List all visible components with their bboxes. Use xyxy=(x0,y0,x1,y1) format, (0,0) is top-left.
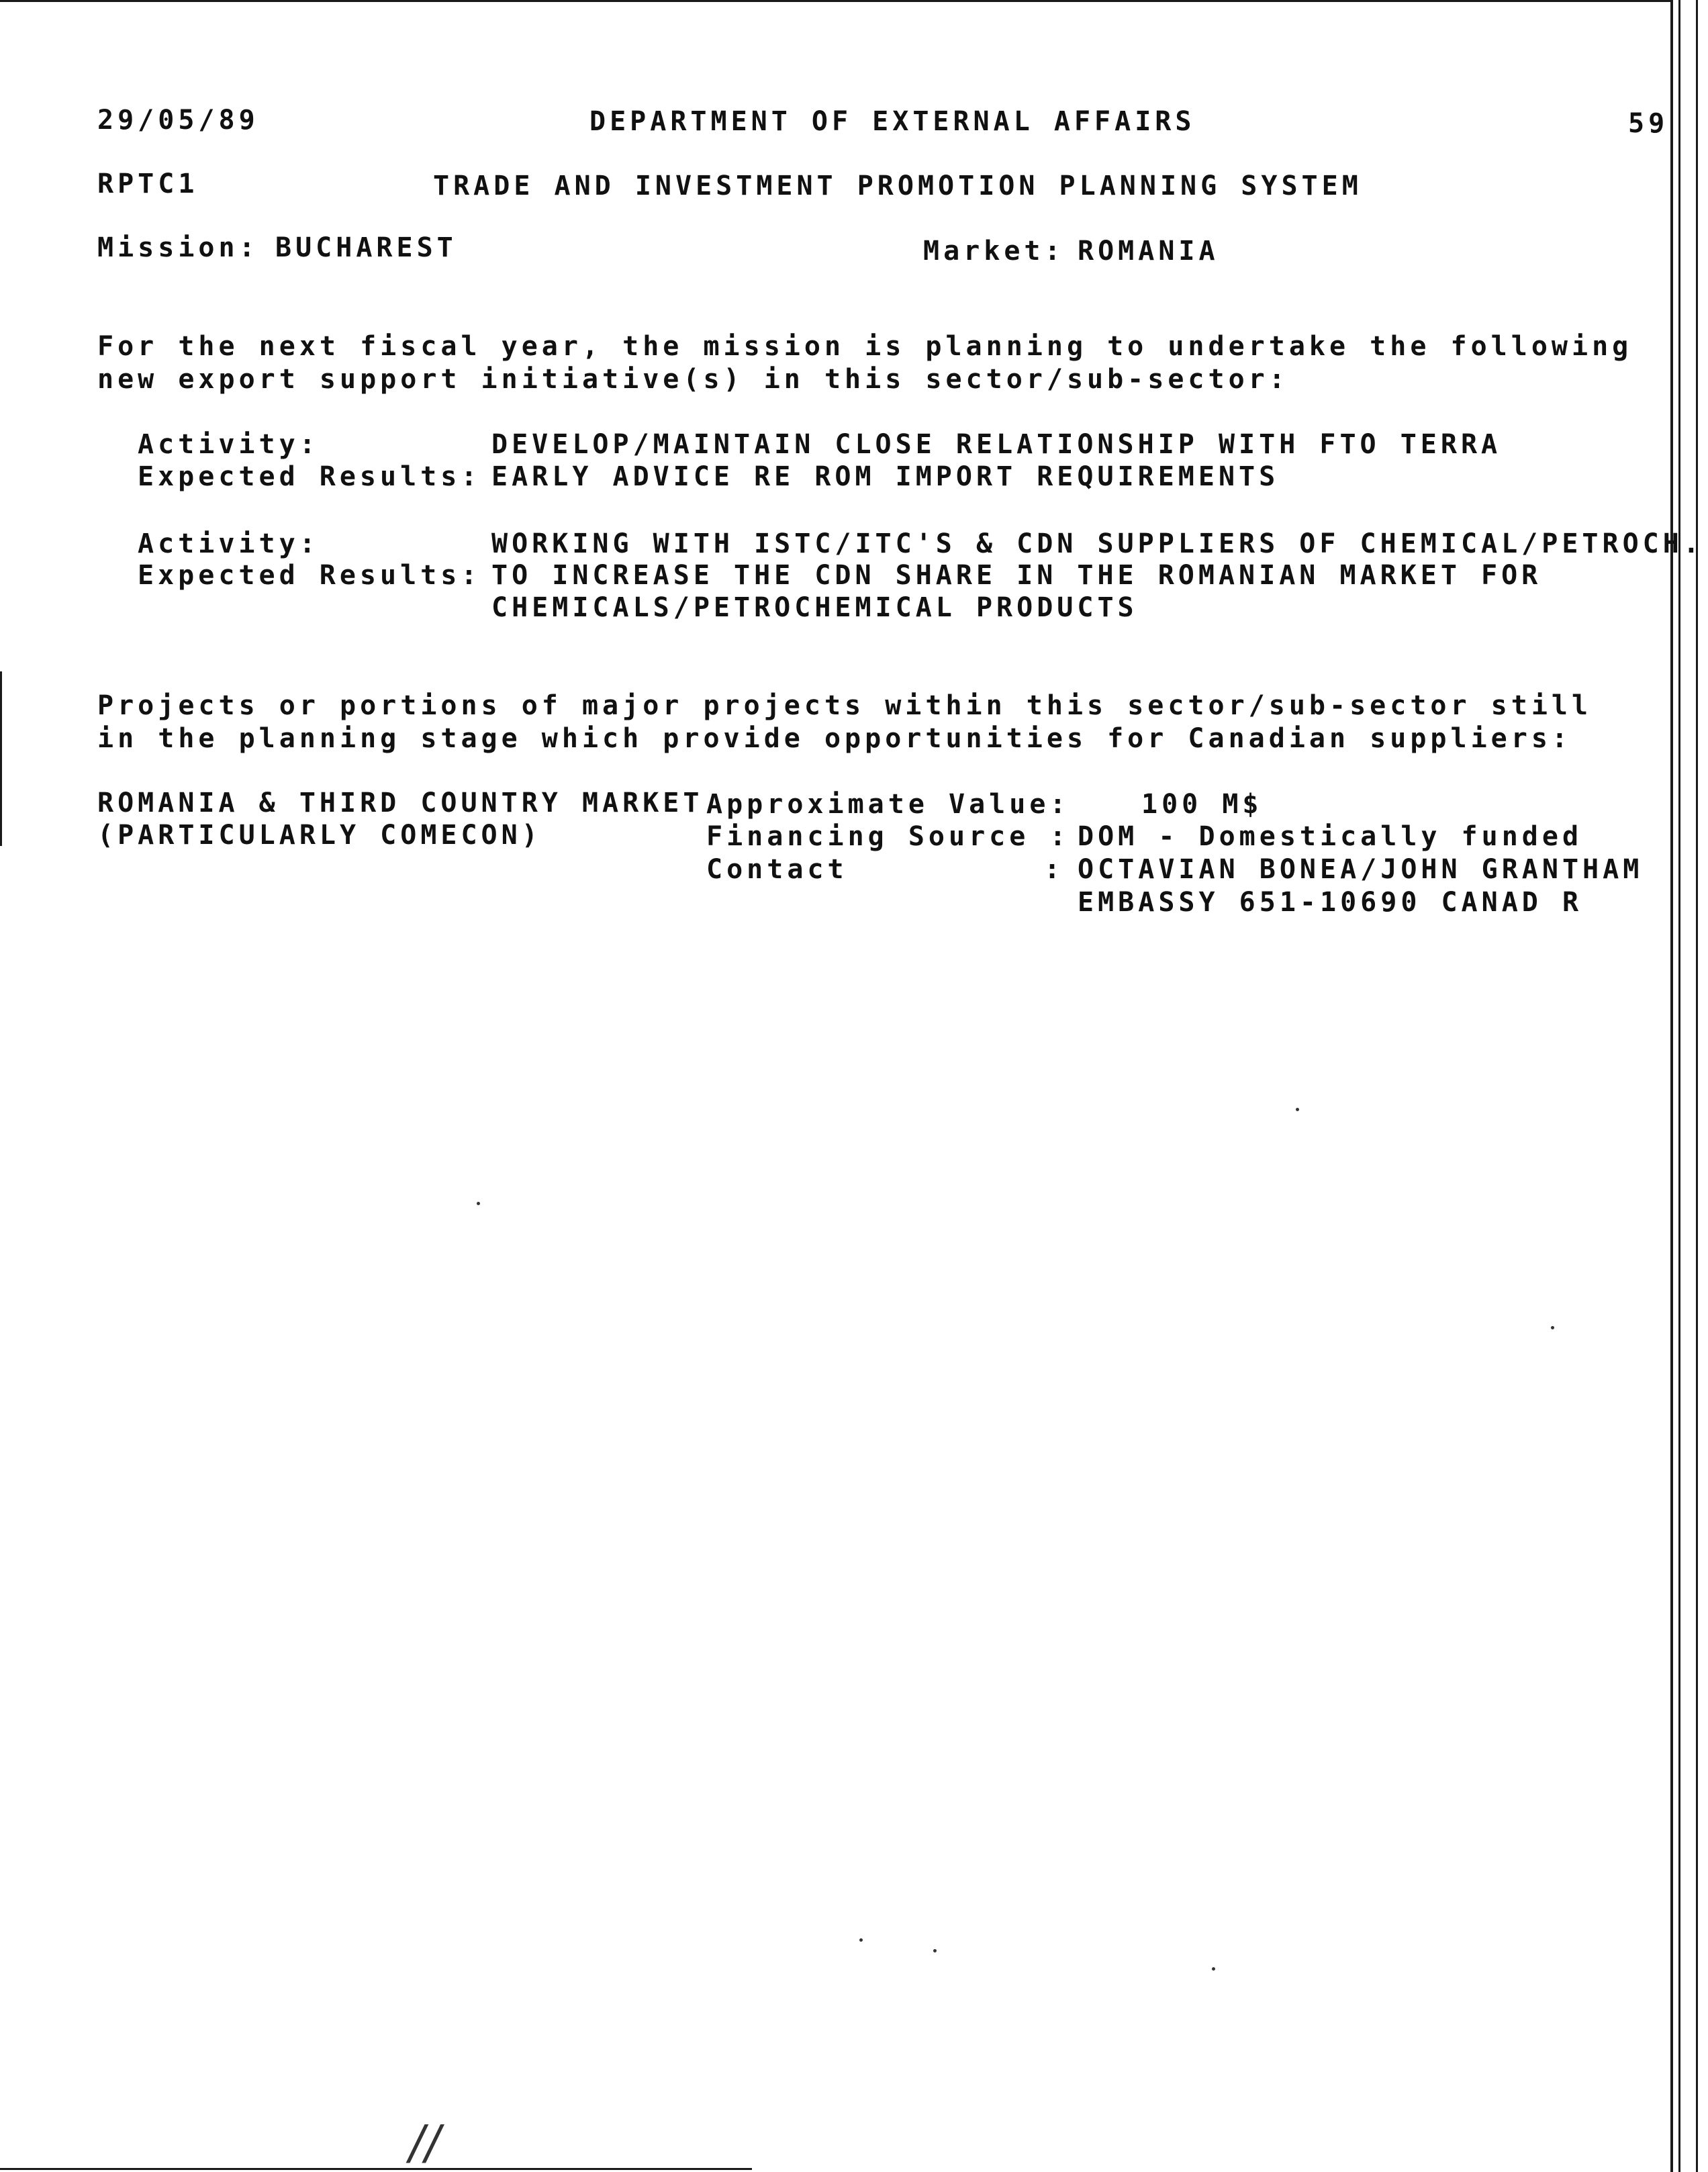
scan-speck xyxy=(859,1938,863,1942)
right-edge-line xyxy=(1696,0,1698,2172)
right-edge-line xyxy=(1670,0,1673,2172)
activity-text: WORKING WITH ISTC/ITC'S & CDN SUPPLIERS OF CHEMICAL/PETROCH. xyxy=(491,528,1703,559)
expected-results-text: CHEMICALS/PETROCHEMICAL PRODUCTS xyxy=(491,592,1138,623)
scan-speck xyxy=(1296,1108,1299,1111)
scan-speck xyxy=(477,1202,480,1205)
intro-line: For the next fiscal year, the mission is planning to undertake the following xyxy=(97,331,1633,362)
report-date: 29/05/89 xyxy=(97,105,259,136)
approximate-value-label: Approximate Value: xyxy=(706,789,1070,820)
activity-label: Activity: xyxy=(138,528,320,559)
intro-line: new export support initiative(s) in this sector/sub-sector: xyxy=(97,364,1289,395)
department-title: DEPARTMENT OF EXTERNAL AFFAIRS xyxy=(589,106,1196,137)
market-label: Market: xyxy=(923,236,1065,267)
activity-text: DEVELOP/MAINTAIN CLOSE RELATIONSHIP WITH FTO TERRA xyxy=(491,429,1502,460)
expected-results-text: EARLY ADVICE RE ROM IMPORT REQUIREMENTS xyxy=(491,461,1280,492)
expected-results-label: Expected Results: xyxy=(138,461,481,492)
right-edge-line xyxy=(1678,0,1680,2172)
projects-intro-line: in the planning stage which provide opportunities for Canadian suppliers: xyxy=(97,723,1572,754)
contact-details: EMBASSY 651-10690 CANAD R xyxy=(1078,887,1583,918)
page-number: 59 xyxy=(1628,108,1669,139)
market-value: ROMANIA xyxy=(1078,236,1219,267)
contact-separator: : xyxy=(1044,854,1065,885)
expected-results-text: TO INCREASE THE CDN SHARE IN THE ROMANIAN MARKET FOR xyxy=(491,560,1542,591)
expected-results-label: Expected Results: xyxy=(138,560,481,591)
financing-source: DOM - Domestically funded xyxy=(1078,821,1583,852)
scan-speck xyxy=(1551,1326,1554,1329)
activity-label: Activity: xyxy=(138,429,320,460)
scan-speck xyxy=(933,1949,937,1952)
system-name: TRADE AND INVESTMENT PROMOTION PLANNING SYSTEM xyxy=(433,171,1362,201)
bottom-edge-rule xyxy=(0,2168,752,2170)
contact-name: OCTAVIAN BONEA/JOHN GRANTHAM xyxy=(1078,854,1644,885)
financing-source-label: Financing Source : xyxy=(706,821,1070,852)
left-edge-mark xyxy=(0,671,2,846)
handwritten-mark: // xyxy=(404,2115,446,2170)
approximate-value: 100 M$ xyxy=(1141,789,1263,820)
report-code: RPTC1 xyxy=(97,169,199,199)
top-edge-rule xyxy=(0,0,1670,2)
project-name: (PARTICULARLY COMECON) xyxy=(97,820,542,851)
scan-speck xyxy=(1212,1967,1215,1971)
projects-intro-line: Projects or portions of major projects within this sector/sub-sector still xyxy=(97,690,1593,721)
mission-value: BUCHAREST xyxy=(275,232,457,263)
project-name: ROMANIA & THIRD COUNTRY MARKET xyxy=(97,788,704,818)
contact-label: Contact xyxy=(706,854,848,885)
mission-label: Mission: xyxy=(97,232,259,263)
